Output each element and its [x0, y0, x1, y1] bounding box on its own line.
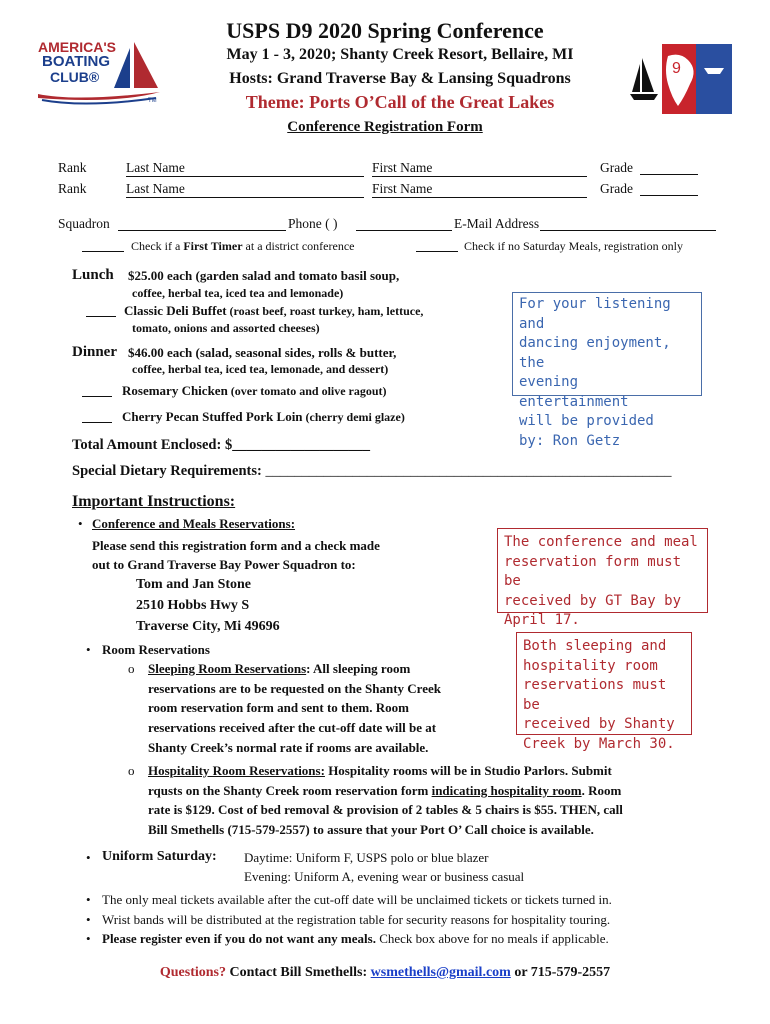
dietary-requirements: [72, 463, 671, 480]
entertainment-line: For your listening and: [519, 296, 671, 332]
phone-field[interactable]: [356, 230, 452, 231]
uniform-daytime: Daytime: Uniform F, USPS polo or blue blazer: [244, 850, 489, 865]
deadline-line: Creek by March 30.: [523, 735, 675, 752]
hospitality-line-3: rate is $129. Cost of bed removal & provision of 2 tables & 5 chairs is $55. THEN, call: [148, 802, 623, 817]
last-name-label-1: Last Name: [126, 160, 185, 175]
address-line-2: 2510 Hobbs Hwy S: [136, 598, 250, 613]
deadline-line: The conference and meal: [504, 534, 698, 550]
sleeping-room-text: Sleeping Room Reservations: All sleeping room: [148, 661, 411, 676]
address-line-3: Traverse City, Mi 49696: [136, 619, 280, 634]
sleeping-room-line-5: Shanty Creek’s normal rate if rooms are available.: [148, 740, 429, 755]
sleeping-room-line-4: reservations received after the cut-off date will be at: [148, 720, 437, 735]
grade-label-1: Grade: [600, 160, 633, 175]
lunch-buffet-option: Classic Deli Buffet (roast beef, roast turkey, ham, lettuce,: [124, 303, 424, 318]
event-hosts: Hosts: Grand Traverse Bay & Lansing Squadrons: [229, 70, 571, 87]
americas-boating-club-logo: [36, 38, 166, 108]
deadline-line: reservations must be: [523, 677, 667, 713]
phone-label: Phone ( ): [288, 216, 338, 231]
bullet-icon: •: [78, 516, 83, 531]
district-9-logo: [628, 44, 732, 114]
deadline-line: received by Shanty: [523, 716, 675, 732]
dietary-label: Special Dietary Requirements:: [72, 463, 266, 479]
sub-bullet-icon: o: [128, 763, 135, 778]
page-title: USPS D9 2020 Spring Conference: [226, 18, 544, 43]
event-dates-location: May 1 - 3, 2020; Shanty Creek Resort, Bellaire, MI: [226, 46, 574, 63]
squadron-field[interactable]: [118, 230, 286, 231]
pork-loin-option: Cherry Pecan Stuffed Pork Loin (cherry demi glaze): [122, 409, 405, 424]
note-register: Please register even if you do not want any meals. Check box above for no meals if applicable.: [102, 931, 609, 946]
lunch-buffet-checkbox[interactable]: [86, 316, 116, 317]
deadline-note-rooms: [516, 632, 692, 752]
first-timer-checkbox[interactable]: [82, 251, 124, 252]
logo-tm: TM: [148, 98, 157, 104]
dinner-price: $46.00 each (salad, seasonal sides, rolls & butter,: [128, 345, 397, 360]
form-title: Conference Registration Form: [287, 119, 483, 135]
contact-phone: or 715-579-2557: [510, 965, 611, 980]
grade-field-1[interactable]: [640, 174, 698, 175]
first-timer-label: Check if a First Timer at a district conference: [131, 239, 355, 253]
lunch-price: $25.00 each (garden salad and tomato basil soup,: [128, 268, 400, 283]
last-name-label-2: Last Name: [126, 181, 185, 196]
last-name-field-1[interactable]: [126, 160, 364, 177]
contact-email-link[interactable]: wsmethells@gmail.com: [370, 965, 511, 980]
event-theme: Theme: Ports O’Call of the Great Lakes: [245, 92, 555, 112]
deadline-line: Both sleeping and: [523, 638, 667, 654]
sleeping-room-line-3: room reservation form and sent to them. Room: [148, 700, 409, 715]
grade-field-2[interactable]: [640, 195, 698, 196]
district-number: 9: [672, 60, 681, 77]
hospitality-room-text: Hospitality Room Reservations: Hospitality rooms will be in Studio Parlors. Submit: [148, 763, 612, 778]
logo-text-3: CLUB®: [50, 69, 100, 85]
bullet-icon: •: [86, 931, 91, 946]
uniform-saturday-label: Uniform Saturday:: [102, 849, 217, 864]
bullet-icon: •: [86, 892, 91, 907]
first-name-label-2: First Name: [372, 181, 433, 196]
email-label: E-Mail Address: [454, 216, 540, 231]
dinner-drinks: coffee, herbal tea, iced tea, lemonade, and dessert): [132, 362, 389, 376]
dinner-label: Dinner: [72, 344, 117, 360]
lunch-drinks: coffee, herbal tea, iced tea and lemonade): [132, 286, 344, 300]
email-field[interactable]: [540, 230, 716, 231]
note-wrist-bands: Wrist bands will be distributed at the registration table for security reasons for hospitality touring.: [102, 912, 611, 927]
pork-loin-checkbox[interactable]: [82, 422, 112, 423]
instructions-heading: Important Instructions:: [72, 493, 236, 510]
conference-meals-heading: Conference and Meals Reservations:: [92, 516, 296, 531]
no-meals-label: Check if no Saturday Meals, registration only: [464, 239, 683, 253]
entertainment-line: dancing enjoyment, the: [519, 335, 671, 371]
questions-label: Questions?: [159, 965, 226, 980]
room-reservations-heading: Room Reservations: [102, 642, 210, 657]
uniform-evening: Evening: Uniform A, evening wear or business casual: [244, 869, 525, 884]
entertainment-line: evening entertainment: [519, 374, 629, 410]
conf-text-2: out to Grand Traverse Bay Power Squadron to:: [92, 557, 356, 572]
first-name-field-2[interactable]: [372, 181, 587, 198]
rank-label-1: Rank: [58, 160, 87, 175]
no-meals-checkbox[interactable]: [416, 251, 458, 252]
lunch-buffet-desc: tomato, onions and assorted cheeses): [132, 321, 320, 335]
conf-text-1: Please send this registration form and a check made: [92, 538, 380, 553]
squadron-label: Squadron: [58, 216, 110, 231]
footer-contact: [0, 965, 770, 981]
total-amount-field[interactable]: Total Amount Enclosed: $___________________: [72, 437, 370, 453]
hospitality-line-2: rqusts on the Shanty Creek room reservation form indicating hospitality room. Room: [148, 783, 622, 798]
lunch-label: Lunch: [72, 267, 114, 283]
logo-text-1: AMERICA'S: [38, 39, 116, 55]
rosemary-chicken-checkbox[interactable]: [82, 396, 112, 397]
grade-label-2: Grade: [600, 181, 633, 196]
address-line-1: Tom and Jan Stone: [136, 577, 252, 592]
bullet-icon: •: [86, 912, 91, 927]
entertainment-line: will be provided: [519, 413, 654, 429]
deadline-line: April 17.: [504, 612, 580, 628]
deadline-line: reservation form must be: [504, 553, 682, 589]
bullet-icon: •: [86, 850, 91, 865]
logo-text-2: BOATING: [42, 53, 111, 70]
bullet-icon: •: [86, 642, 91, 657]
deadline-line: hospitality room: [523, 657, 658, 674]
deadline-line: received by GT Bay by: [504, 592, 682, 609]
hospitality-line-4: Bill Smethells (715-579-2557) to assure that your Port O’ Call choice is available.: [148, 822, 594, 837]
entertainment-line: by: Ron Getz: [519, 432, 621, 449]
last-name-field-2[interactable]: [126, 181, 364, 198]
first-name-field-1[interactable]: [372, 160, 587, 177]
contact-label: Contact Bill Smethells:: [226, 965, 371, 980]
note-meal-tickets: The only meal tickets available after the cut-off date will be unclaimed tickets or tickets turned in.: [102, 892, 612, 907]
rosemary-chicken-option: Rosemary Chicken (over tomato and olive ragout): [122, 383, 387, 398]
sleeping-room-line-2: reservations are to be requested on the Shanty Creek: [148, 681, 441, 696]
dietary-field[interactable]: ________________________________________________________: [265, 463, 672, 479]
rank-label-2: Rank: [58, 181, 87, 196]
deadline-note-conference: [497, 528, 708, 628]
first-name-label-1: First Name: [372, 160, 433, 175]
entertainment-note: [512, 292, 702, 449]
sub-bullet-icon: o: [128, 661, 135, 676]
